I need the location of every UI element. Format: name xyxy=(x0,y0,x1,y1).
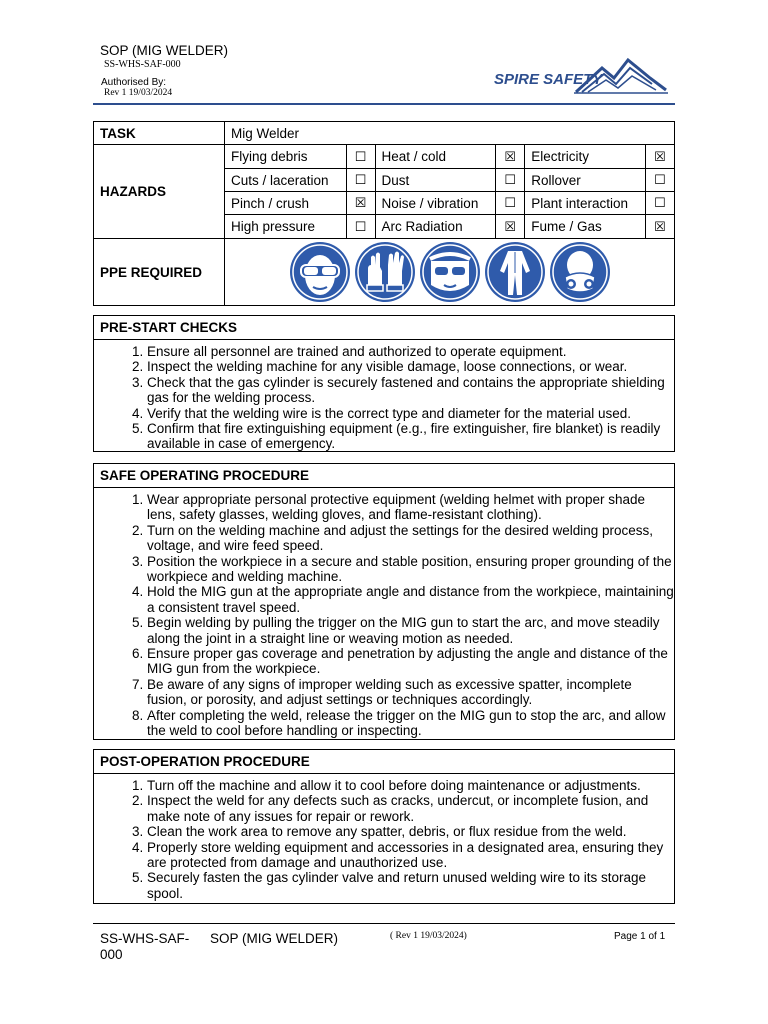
header-revision: Rev 1 19/03/2024 xyxy=(104,88,173,98)
hazard-name: High pressure xyxy=(225,215,347,239)
header-title: SOP (MIG WELDER) xyxy=(100,43,229,58)
respirator-icon xyxy=(549,241,611,303)
task-hazard-table xyxy=(93,121,675,306)
sop-title: SAFE OPERATING PROCEDURE xyxy=(94,464,674,488)
hazard-checkbox: ☐ xyxy=(646,169,675,192)
footer-title: SOP (MIG WELDER) xyxy=(210,931,339,946)
postop-list xyxy=(94,778,674,901)
hazard-checkbox: ☒ xyxy=(646,215,675,239)
footer-page-number: Page 1 of 1 xyxy=(614,931,666,942)
header-doc-code: SS-WHS-SAF-000 xyxy=(104,59,181,70)
hazard-checkbox: ☐ xyxy=(496,192,525,215)
task-value: Mig Welder xyxy=(225,122,675,145)
list-item: 3. Check that the gas cylinder is securely fastened and contains the appropriate shielding gas for the welding process. xyxy=(147,375,674,406)
list-item: 4. Verify that the welding wire is the correct type and diameter for the material used. xyxy=(147,406,674,421)
hazard-name: Plant interaction xyxy=(525,192,646,215)
footer-divider xyxy=(93,923,675,924)
list-item: 3. Clean the work area to remove any spatter, debris, or flux residue from the weld. xyxy=(147,824,674,839)
hazard-name: Heat / cold xyxy=(375,145,496,169)
postop-title: POST-OPERATION PROCEDURE xyxy=(94,750,674,774)
header-divider xyxy=(93,103,675,105)
hazard-name: Rollover xyxy=(525,169,646,192)
postop-section xyxy=(93,749,675,904)
face-shield-icon xyxy=(419,241,481,303)
prestart-title: PRE-START CHECKS xyxy=(94,316,674,340)
footer-revision: ( Rev 1 19/03/2024) xyxy=(390,931,467,941)
hazard-checkbox: ☒ xyxy=(496,145,525,169)
hazard-checkbox: ☐ xyxy=(346,145,375,169)
hazard-name: Electricity xyxy=(525,145,646,169)
hazard-checkbox: ☐ xyxy=(496,169,525,192)
hazard-checkbox: ☒ xyxy=(646,145,675,169)
ppe-label: PPE REQUIRED xyxy=(94,239,225,306)
hazard-name: Arc Radiation xyxy=(375,215,496,239)
welding-gloves-icon xyxy=(354,241,416,303)
spire-safety-logo xyxy=(490,54,670,96)
hazard-checkbox: ☐ xyxy=(346,215,375,239)
hazard-name: Fume / Gas xyxy=(525,215,646,239)
list-item: 1. Ensure all personnel are trained and authorized to operate equipment. xyxy=(147,344,674,359)
hazard-name: Dust xyxy=(375,169,496,192)
footer-doc-code: SS-WHS-SAF-000 xyxy=(100,931,190,962)
task-label: TASK xyxy=(94,122,225,145)
hazard-checkbox: ☐ xyxy=(346,169,375,192)
list-item: 8. After completing the weld, release the trigger on the MIG gun to stop the arc, and allow the weld to cool before handling or inspecting. xyxy=(147,708,674,739)
list-item: 7. Be aware of any signs of improper welding such as excessive spatter, incomplete fusion, or porosity, and adjust settings or techniques accordingly. xyxy=(147,677,674,708)
prestart-list xyxy=(94,344,674,452)
list-item: 3. Position the workpiece in a secure and stable position, ensuring proper grounding of the workpiece and welding machine. xyxy=(147,554,674,585)
list-item: 5. Confirm that fire extinguishing equipment (e.g., fire extinguisher, fire blanket) is readily available in case of emergency. xyxy=(147,421,674,452)
hazards-label: HAZARDS xyxy=(94,145,225,239)
hazard-name: Pinch / crush xyxy=(225,192,347,215)
list-item: 2. Inspect the welding machine for any visible damage, loose connections, or wear. xyxy=(147,359,674,374)
list-item: 1. Turn off the machine and allow it to cool before doing maintenance or adjustments. xyxy=(147,778,674,793)
hazard-checkbox: ☒ xyxy=(346,192,375,215)
list-item: 4. Hold the MIG gun at the appropriate angle and distance from the workpiece, maintaining a consistent travel speed. xyxy=(147,584,674,615)
list-item: 4. Properly store welding equipment and accessories in a designated area, ensuring they are protected from damage and unauthorized use. xyxy=(147,840,674,871)
list-item: 2. Inspect the weld for any defects such as cracks, undercut, or incomplete fusion, and make note of any issues for repair or rework. xyxy=(147,793,674,824)
hazard-name: Flying debris xyxy=(225,145,347,169)
ppe-icons-cell xyxy=(225,239,675,306)
logo-text: SPIRE SAFETY xyxy=(494,71,603,88)
hazard-checkbox: ☐ xyxy=(646,192,675,215)
hazard-name: Cuts / laceration xyxy=(225,169,347,192)
header-authorised-by: Authorised By: xyxy=(101,77,167,88)
list-item: 6. Ensure proper gas coverage and penetration by adjusting the angle and distance of the MIG gun from the workpiece. xyxy=(147,646,674,677)
sop-section xyxy=(93,463,675,740)
safety-glasses-icon xyxy=(289,241,351,303)
list-item: 1. Wear appropriate personal protective equipment (welding helmet with proper shade lens, safety glasses, welding gloves, and flame-resistant clothing). xyxy=(147,492,674,523)
hazard-name: Noise / vibration xyxy=(375,192,496,215)
prestart-section xyxy=(93,315,675,452)
hazard-checkbox: ☒ xyxy=(496,215,525,239)
list-item: 5. Securely fasten the gas cylinder valve and return unused welding wire to its storage spool. xyxy=(147,870,674,901)
list-item: 2. Turn on the welding machine and adjust the settings for the desired welding process, voltage, and wire feed speed. xyxy=(147,523,674,554)
list-item: 5. Begin welding by pulling the trigger on the MIG gun to start the arc, and move steadily along the joint in a straight line or weaving motion as needed. xyxy=(147,615,674,646)
sop-list xyxy=(94,492,674,739)
protective-overalls-icon xyxy=(484,241,546,303)
